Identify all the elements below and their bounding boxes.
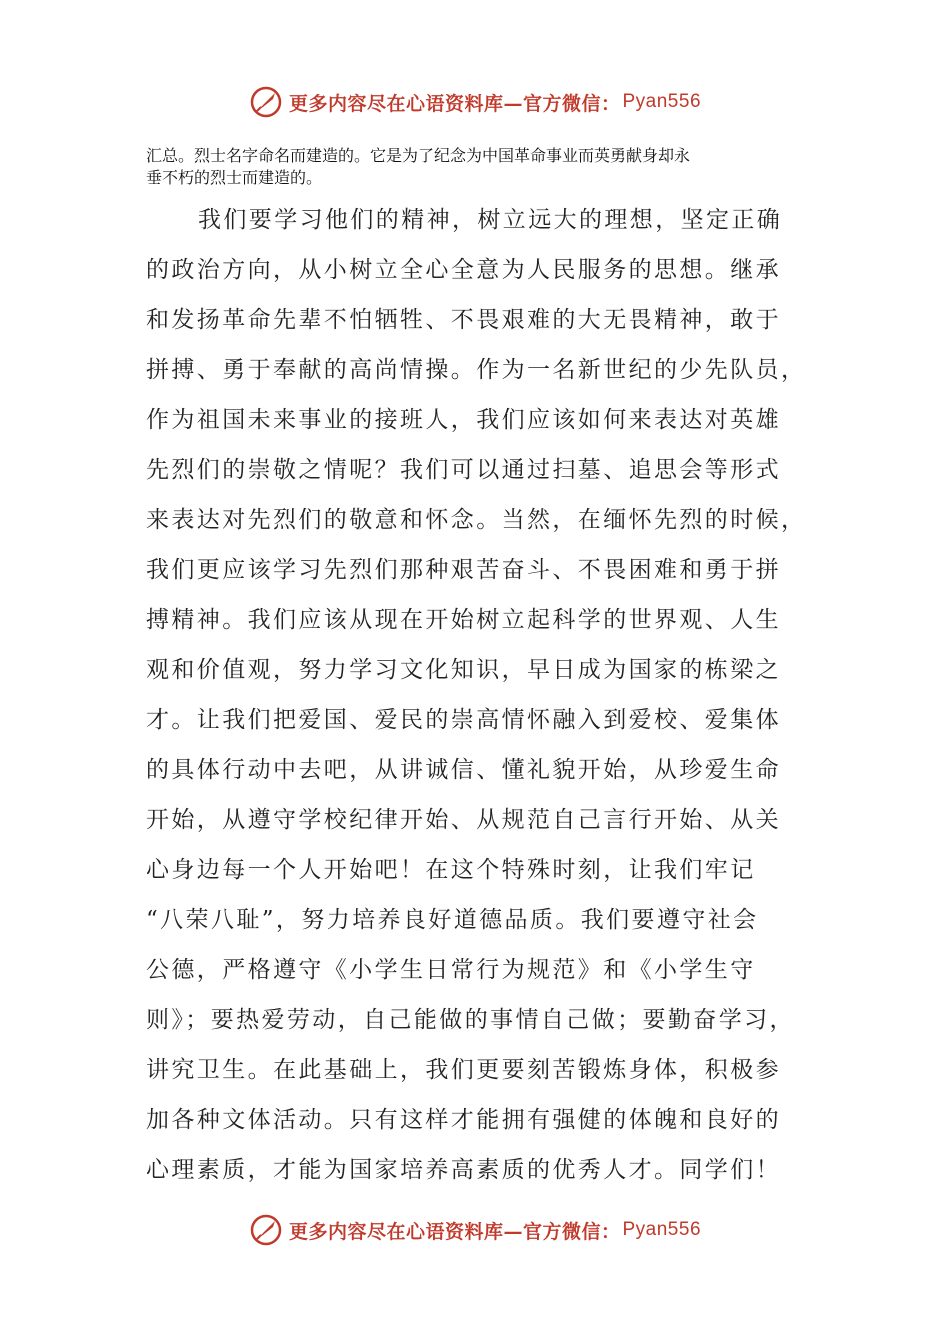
quill-logo-icon: [249, 85, 283, 119]
body-line: 的具体行动中去吧，从讲诚信、懂礼貌开始，从珍爱生命: [146, 757, 781, 783]
body-line: 公德，严格遵守《小学生日常行为规范》和《小学生守: [146, 957, 756, 983]
body-paragraph: [146, 195, 806, 1195]
quill-logo-icon: [249, 1213, 283, 1247]
watermark-id: Pyan556: [622, 1219, 702, 1240]
body-line: 的政治方向，从小树立全心全意为人民服务的思想。继承: [146, 257, 781, 283]
body-line: 才。让我们把爱国、爱民的崇高情怀融入到爱校、爱集体: [146, 707, 781, 733]
watermark-text: 更多内容尽在心语资料库—官方微信：: [288, 1220, 621, 1243]
body-line: 心身边每一个人开始吧！在这个特殊时刻，让我们牢记: [146, 857, 756, 883]
body-line: 则》；要热爱劳动，自己能做的事情自己做；要勤奋学习，: [146, 1007, 795, 1033]
header-line: 汇总。烈士名字命名而建造的。它是为了纪念为中国革命事业而英勇献身却永: [146, 146, 691, 165]
body-line: 我们要学习他们的精神，树立远大的理想，坚定正确: [198, 207, 783, 233]
header-text: [146, 145, 806, 189]
body-line: 作为祖国未来事业的接班人，我们应该如何来表达对英雄: [146, 407, 781, 433]
body-line: 搏精神。我们应该从现在开始树立起科学的世界观、人生: [146, 607, 781, 633]
body-line: “八荣八耻”，努力培养良好道德品质。我们要遵守社会: [146, 907, 759, 933]
body-line: 和发扬革命先辈不怕牺牲、不畏艰难的大无畏精神，敢于: [146, 307, 781, 333]
watermark-text: 更多内容尽在心语资料库—官方微信：: [288, 92, 621, 115]
body-line: 开始，从遵守学校纪律开始、从规范自己言行开始、从关: [146, 807, 781, 833]
body-line: 观和价值观，努力学习文化知识，早日成为国家的栋梁之: [146, 657, 781, 683]
body-line: 来表达对先烈们的敬意和怀念。当然，在缅怀先烈的时候，: [146, 507, 807, 533]
watermark-id: Pyan556: [622, 91, 702, 112]
body-line: 拼搏、勇于奉献的高尚情操。作为一名新世纪的少先队员，: [146, 357, 807, 383]
body-line: 加各种文体活动。只有这样才能拥有强健的体魄和良好的: [146, 1107, 781, 1133]
body-line: 讲究卫生。在此基础上，我们更要刻苦锻炼身体，积极参: [146, 1057, 781, 1083]
watermark-top: [0, 80, 950, 124]
body-line: 先烈们的崇敬之情呢？我们可以通过扫墓、追思会等形式: [146, 457, 781, 483]
header-line: 垂不朽的烈士而建造的。: [146, 168, 323, 187]
body-line: 我们更应该学习先烈们那种艰苦奋斗、不畏困难和勇于拼: [146, 557, 781, 583]
watermark-bottom: [0, 1208, 950, 1252]
body-line: 心理素质，才能为国家培养高素质的优秀人才。同学们！: [146, 1157, 781, 1183]
